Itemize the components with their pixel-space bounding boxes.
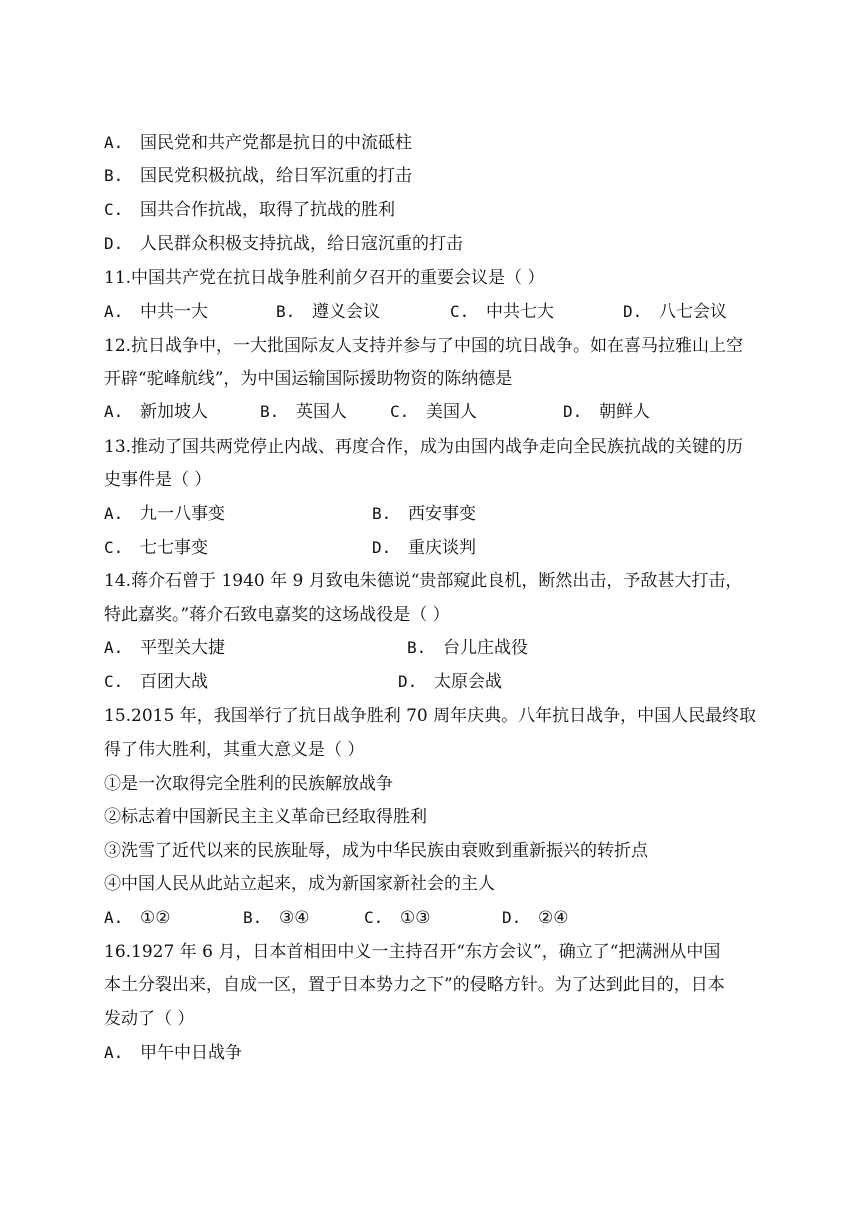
q15-option-d: [502, 908, 568, 928]
q15-item-3: ③洗雪了近代以来的民族耻辱，成为中华民族由衰败到重新振兴的转折点: [104, 841, 648, 861]
q10-option-b: [104, 166, 412, 186]
q12-option-c: [390, 402, 477, 422]
q13-option-d: [372, 538, 476, 558]
option-letter: C.: [104, 200, 124, 219]
option-letter: B.: [407, 638, 427, 657]
option-text: 九一八事变: [140, 504, 225, 524]
option-text: 中共七大: [486, 302, 554, 322]
q14-stem-line-2: 特此嘉奖。”蒋介石致电嘉奖的这场战役是（ ）: [104, 605, 450, 625]
option-text: 人民群众积极支持抗战，给日寇沉重的打击: [140, 234, 463, 254]
q11-stem: 11.中国共产党在抗日战争胜利前夕召开的重要会议是（ ）: [104, 268, 545, 288]
option-text: 甲午中日战争: [140, 1043, 242, 1063]
q16-stem-line-1: 16.1927 年 6 月，日本首相田中义一主持召开“东方会议”，确立了“把满洲从中国: [104, 942, 721, 962]
option-letter: A.: [104, 908, 124, 927]
option-text: 七七事变: [140, 538, 208, 558]
q15-stem-line-2: 得了伟大胜利，其重大意义是（ ）: [104, 740, 365, 760]
option-text: 美国人: [426, 402, 477, 422]
option-letter: D.: [104, 234, 124, 253]
option-letter: C.: [390, 402, 410, 421]
q11-option-d: [623, 302, 727, 322]
option-text: 平型关大捷: [140, 638, 225, 658]
q15-item-4: ④中国人民从此站立起来，成为新国家新社会的主人: [104, 874, 495, 894]
option-text: ①②: [140, 908, 171, 928]
option-letter: C.: [104, 672, 124, 691]
q14-option-a: [104, 638, 225, 658]
q11-option-c: [450, 302, 554, 322]
option-letter: A.: [104, 504, 124, 523]
q12-stem-line-1: 12.抗日战争中，一大批国际友人支持并参与了中国的坑日战争。如在喜马拉雅山上空: [104, 336, 744, 356]
q15-stem-line-1: 15.2015 年，我国举行了抗日战争胜利 70 周年庆典。八年抗日战争，中国人民最终取: [104, 706, 757, 726]
option-text: 国民党积极抗战，给日军沉重的打击: [140, 166, 412, 186]
option-letter: C.: [364, 908, 384, 927]
q13-option-c: [104, 538, 208, 558]
option-text: 英国人: [296, 402, 347, 422]
q12-option-b: [260, 402, 347, 422]
option-letter: A.: [104, 402, 124, 421]
q14-option-b: [407, 638, 528, 658]
q15-option-b: [243, 908, 309, 928]
option-text: 朝鲜人: [599, 402, 650, 422]
option-text: 台儿庄战役: [443, 638, 528, 658]
q15-item-1: ①是一次取得完全胜利的民族解放战争: [104, 774, 393, 794]
q15-option-c: [364, 908, 430, 928]
q13-stem-line-1: 13.推动了国共两党停止内战、再度合作，成为由国内战争走向全民族抗战的关键的历: [104, 437, 744, 457]
option-text: 重庆谈判: [408, 538, 476, 558]
q14-option-d: [398, 672, 502, 692]
option-text: 国共合作抗战，取得了抗战的胜利: [140, 200, 395, 220]
option-text: 八七会议: [659, 302, 727, 322]
option-text: ③④: [279, 908, 310, 928]
q13-option-b: [372, 504, 476, 524]
option-letter: A.: [104, 302, 124, 321]
option-letter: A.: [104, 638, 124, 657]
option-letter: B.: [276, 302, 296, 321]
option-letter: B.: [372, 504, 392, 523]
option-letter: B.: [260, 402, 280, 421]
q16-option-a: [104, 1043, 242, 1063]
option-text: 新加坡人: [140, 402, 208, 422]
q10-option-c: [104, 200, 395, 220]
option-text: ②④: [538, 908, 569, 928]
option-letter: B.: [243, 908, 263, 927]
q11-option-a: [104, 302, 208, 322]
q12-option-d: [563, 402, 650, 422]
q15-option-a: [104, 908, 170, 928]
option-letter: A.: [104, 133, 124, 152]
q10-option-d: [104, 234, 463, 254]
option-text: 中共一大: [140, 302, 208, 322]
option-letter: A.: [104, 1043, 124, 1062]
option-text: ①③: [400, 908, 431, 928]
option-text: 遵义会议: [312, 302, 380, 322]
q13-stem-line-2: 史事件是（ ）: [104, 470, 212, 490]
q16-stem-line-2: 本土分裂出来，自成一区，置于日本势力之下”的侵略方针。为了达到此目的，日本: [104, 975, 725, 995]
option-letter: D.: [372, 538, 392, 557]
q13-option-a: [104, 504, 225, 524]
q10-option-a: [104, 133, 412, 153]
option-text: 太原会战: [434, 672, 502, 692]
q12-stem-line-2: 开辟“驼峰航线”，为中国运输国际援助物资的陈纳德是: [104, 369, 513, 389]
option-letter: D.: [398, 672, 418, 691]
option-text: 西安事变: [408, 504, 476, 524]
q16-stem-line-3: 发动了（ ）: [104, 1009, 195, 1029]
option-letter: B.: [104, 166, 124, 185]
q11-option-b: [276, 302, 380, 322]
q15-item-2: ②标志着中国新民主主义革命已经取得胜利: [104, 807, 427, 827]
q14-stem-line-1: 14.蒋介石曾于 1940 年 9 月致电朱德说“贵部窥此良机，断然出击，予敌甚大打击，: [104, 571, 743, 591]
option-letter: C.: [450, 302, 470, 321]
q12-option-a: [104, 402, 208, 422]
option-letter: D.: [502, 908, 522, 927]
q14-option-c: [104, 672, 208, 692]
option-text: 百团大战: [140, 672, 208, 692]
option-letter: D.: [563, 402, 583, 421]
option-text: 国民党和共产党都是抗日的中流砥柱: [140, 133, 412, 153]
option-letter: C.: [104, 538, 124, 557]
option-letter: D.: [623, 302, 643, 321]
